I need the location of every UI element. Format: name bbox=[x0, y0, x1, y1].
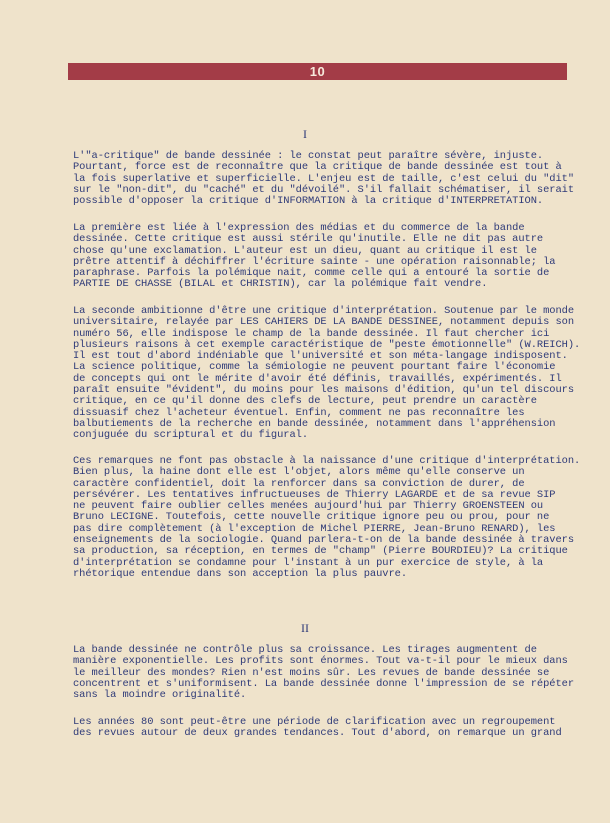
text-line: L'"a-critique" de bande dessinée : le constat peut paraître sévère, injuste. bbox=[73, 150, 544, 162]
text-line: paraît ensuite "évident", du moins pour les maisons d'édition, qu'un tel discours bbox=[73, 384, 575, 397]
section-heading-2: II bbox=[301, 621, 309, 635]
text-line: Les années 80 sont peut-être une période de clarification avec un regroupement bbox=[73, 716, 556, 728]
text-line: concentrent et s'uniformisent. La bande dessinée donne l'impression de se répéter bbox=[73, 677, 575, 690]
text-line: La seconde ambitionne d'être une critique d'interprétation. Soutenue par le monde bbox=[73, 305, 575, 317]
paragraph bbox=[73, 305, 581, 442]
text-line: caractère confidentiel, doit la renforcer dans sa conviction de durer, de bbox=[73, 477, 525, 490]
text-line: dessinée. Cette critique est aussi stérile qu'inutile. Elle ne dit pas autre bbox=[73, 233, 544, 246]
text-line: La bande dessinée ne contrôle plus sa croissance. Les tirages augmentent de bbox=[73, 644, 537, 656]
text-line: plusieurs raisons à cet exemple caractéristique de "peste émotionnelle" (W.REICH). bbox=[73, 338, 581, 351]
text-line: rhétorique entendue dans son acception la plus pauvre. bbox=[73, 567, 408, 580]
text-line: PARTIE DE CHASSE (BILAL et CHRISTIN), car la polémique fait vendre. bbox=[73, 278, 488, 291]
text-line: enseignements de la sociologie. Quand parlera-t-on de la bande dessinée à travers bbox=[73, 534, 575, 547]
text-line: d'interprétation se condamne pour l'instant à un pur exercice de style, à la bbox=[73, 556, 544, 569]
text-line: des revues autour de deux grandes tendances. Tout d'abord, on remarque un grand bbox=[73, 727, 562, 740]
text-line: persévérer. Les tentatives infructueuses de Thierry LAGARDE et de sa revue SIP bbox=[73, 488, 556, 501]
text-line: le meilleur des mondes? Rien n'est moins sûr. Les revues de bande dessinée se bbox=[73, 666, 550, 679]
text-line: Bien plus, la haine dont elle est l'objet, alors même qu'elle conserve un bbox=[73, 466, 525, 479]
text-line: pas dire complètement (à l'exception de Michel PIERRE, Jean-Bruno RENARD), les bbox=[73, 522, 556, 535]
text-line: universitaire, relayée par LES CAHIERS DE LA BANDE DESSINEE, notamment depuis son bbox=[73, 316, 575, 329]
paragraph bbox=[73, 455, 581, 580]
text-line: sa production, sa réception, en termes de "champ" (Pierre BOURDIEU)? La critique bbox=[73, 545, 568, 558]
text-line: prêtre attentif à déchiffrer l'écriture sainte - une opération raisonnable; la bbox=[73, 255, 556, 268]
page-number: 10 bbox=[309, 64, 326, 79]
text-line: chose qu'une exclamation. L'auteur est un dieu, quant au critique il est le bbox=[73, 244, 537, 257]
text-line: possible d'opposer la critique d'INFORMATION à la critique d'INTERPRETATION. bbox=[73, 195, 544, 208]
text-line: sur le "non-dit", du "caché" et du "dévoilé". S'il fallait schématiser, il serait bbox=[73, 183, 575, 196]
text-line: balbutiements de la recherche en bande dessinée, notamment dans l'appréhension bbox=[73, 417, 556, 430]
text-line: La science politique, comme la sémiologie ne peuvent pourtant faire l'économie bbox=[73, 361, 556, 374]
text-line: La première est liée à l'expression des médias et du commerce de la bande bbox=[73, 222, 525, 234]
text-line: dissuasif chez l'acheteur éventuel. Enfin, comment ne pas reconnaître les bbox=[73, 406, 525, 419]
paragraph bbox=[73, 644, 575, 702]
text-line: sans la moindre originalité. bbox=[73, 689, 247, 702]
text-line: Il est tout d'abord indéniable que l'université et son méta-langage indisposent. bbox=[73, 350, 568, 363]
text-line: paraphrase. Parfois la polémique nait, comme celle qui a entouré la sortie de bbox=[73, 267, 550, 280]
paragraph bbox=[73, 150, 575, 208]
text-line: Ces remarques ne font pas obstacle à la naissance d'une critique d'interprétation. bbox=[73, 455, 581, 467]
text-line: numéro 56, elle indispose le champ de la bande dessinée. Il faut chercher ici bbox=[73, 327, 550, 340]
page-header-bar bbox=[68, 63, 567, 80]
paragraph bbox=[73, 717, 563, 740]
text-line: la fois superlative et superficielle. L'enjeu est de taille, c'est celui du "dit" bbox=[73, 172, 575, 185]
paragraph bbox=[73, 223, 563, 291]
section-heading-1: I bbox=[303, 127, 307, 141]
text-line: Pourtant, force est de reconnaître que la critique de bande dessinée est tout à bbox=[73, 161, 562, 174]
text-line: ne peuvent faire oublier celles menées aujourd'hui par Thierry GROENSTEEN ou bbox=[73, 500, 544, 513]
text-line: Bruno LECIGNE. Toutefois, cette nouvelle critique ignore peu ou prou, pour ne bbox=[73, 511, 550, 524]
text-line: manière exponentielle. Les profits sont énormes. Tout va-t-il pour le mieux dans bbox=[73, 655, 568, 668]
text-line: de concepts qui ont le mérite d'avoir été définis, travaillés, expérimentés. Il bbox=[73, 372, 562, 385]
text-line: critique, en ce qu'il donne des clefs de lecture, peut prendre un caractère bbox=[73, 395, 537, 408]
text-line: conjuguée du scriptural et du figural. bbox=[73, 429, 309, 442]
